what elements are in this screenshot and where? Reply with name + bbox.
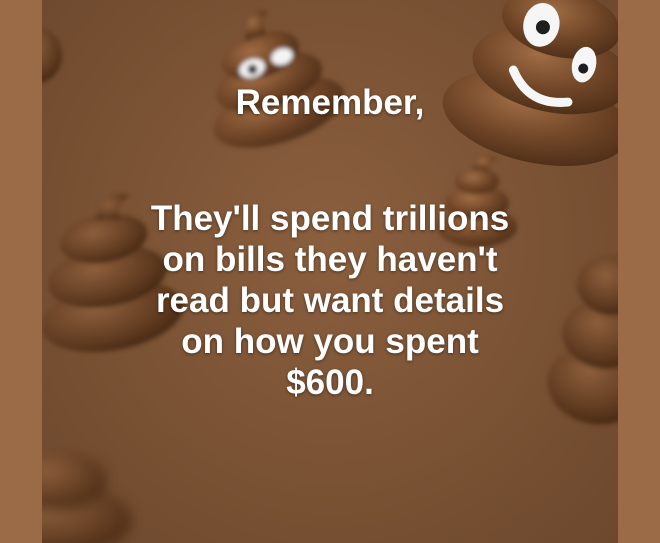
caption-line: read but want details: [155, 281, 505, 320]
pile-of-poo-emoji-icon: [42, 27, 62, 83]
meme-image: [42, 0, 618, 543]
caption-line: $600.: [286, 363, 374, 402]
right-border: [618, 0, 660, 543]
caption-line: They'll spend trillions: [150, 199, 510, 238]
meme-caption: [42, 198, 618, 403]
pile-of-poo-emoji-icon: [42, 450, 132, 543]
meme-greeting: Remember,: [235, 83, 425, 122]
left-border: [0, 0, 42, 543]
pile-of-poo-emoji-icon: [183, 0, 353, 162]
caption-line: on bills they haven't: [162, 240, 498, 279]
caption-line: on how you spent: [181, 322, 479, 361]
